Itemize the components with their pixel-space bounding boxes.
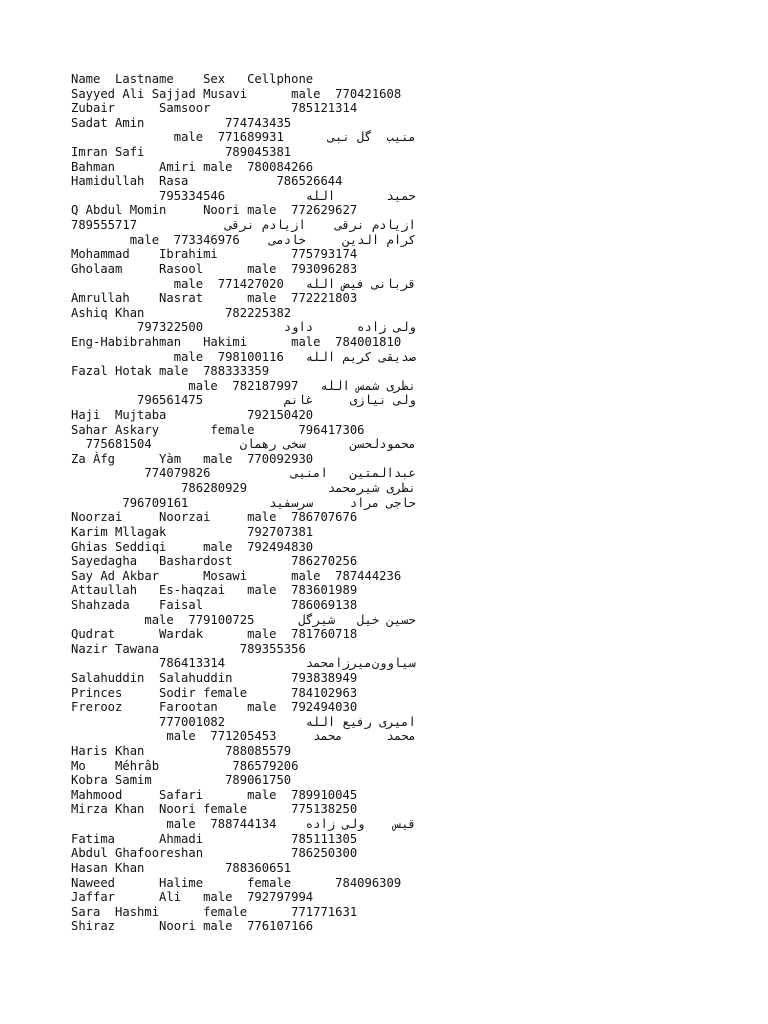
record-line: صدیقی کریم الله male 798100116 xyxy=(173,349,416,364)
record-line: Princes Sodir female 784102963 xyxy=(71,685,358,700)
record-line: Haris Khan 788085579 xyxy=(71,744,292,759)
record-line: ازیادم نرقی ازیادم نرقی 789555717 xyxy=(71,218,416,233)
record-line: Naweed Halime female 784096309 xyxy=(71,875,402,890)
record-line: قیس ولی زاده male 788744134 xyxy=(166,817,416,832)
record-line: امیری رفیع الله 777001082 xyxy=(159,714,416,729)
record-line: Q Abdul Momin Noori male 772629627 xyxy=(71,203,358,218)
record-line: Sayyed Ali Sajjad Musavi male 770421608 xyxy=(71,86,402,101)
record-line: Nazir Tawana 789355356 xyxy=(71,641,306,656)
record-line: Eng-Habibrahman Hakimi male 784001810 xyxy=(71,334,402,349)
record-line: Mo Méhrâb 786579206 xyxy=(71,758,299,773)
record-line: Qudrat Wardak male 781760718 xyxy=(71,627,358,642)
record-line: Hamidullah Rasa 786526644 xyxy=(71,174,343,189)
record-line: عبدالمتین امنیی 774079826 xyxy=(144,466,416,481)
record-line: حمید الله 795334546 xyxy=(159,188,416,203)
record-line: Sahar Askary female 796417306 xyxy=(71,422,365,437)
record-line: Zubair Samsoor 785121314 xyxy=(71,101,358,116)
record-line: Say Ad Akbar Mosawi male 787444236 xyxy=(71,568,402,583)
record-line: Ashiq Khan 782225382 xyxy=(71,305,292,320)
record-line: Noorzai Noorzai male 786707676 xyxy=(71,510,358,525)
contact-list-text xyxy=(71,72,416,934)
record-line: Karim Mllagak 792707381 xyxy=(71,524,314,539)
record-line: Fatima Ahmadi 785111305 xyxy=(71,831,358,846)
record-line: Fazal Hotak male 788333359 xyxy=(71,364,270,379)
record-line: نظری شیرمحمد 786280929 xyxy=(181,481,416,496)
record-line: Ghias Seddiqi male 792494830 xyxy=(71,539,314,554)
record-line: محمد محمد male 771205453 xyxy=(166,729,416,744)
record-line: سیاوون‌میرزامحمد 786413314 xyxy=(159,656,416,671)
record-line: Amrullah Nasrat male 772221803 xyxy=(71,291,358,306)
record-line: Haji Mujtaba 792150420 xyxy=(71,408,314,423)
record-line: ولی نیازی غانم 796561475 xyxy=(137,393,416,408)
record-line: Salahuddin Salahuddin 793838949 xyxy=(71,670,358,685)
record-line: محمودلحسن سخی رهمان 775681504 xyxy=(85,437,416,452)
record-line: Mirza Khan Noori female 775138250 xyxy=(71,802,358,817)
record-line: Hasan Khan 788360651 xyxy=(71,860,292,875)
record-line: ولی زاده داود 797322500 xyxy=(137,320,416,335)
record-line: Kobra Samim 789061750 xyxy=(71,773,292,788)
record-line: Sara Hashmi female 771771631 xyxy=(71,904,358,919)
record-line: Abdul Ghafooreshan 786250300 xyxy=(71,846,358,861)
record-line: Name Lastname Sex Cellphone xyxy=(71,72,314,86)
record-line: Shiraz Noori male 776107166 xyxy=(71,919,314,934)
record-line: Za Àfg Yàm male 770092930 xyxy=(71,451,314,466)
record-line: Bahman Amiri male 780084266 xyxy=(71,159,314,174)
record-line: منیب گل نبی male 771689931 xyxy=(173,130,416,145)
record-line: Frerooz Farootan male 792494030 xyxy=(71,700,358,715)
record-line: حسین خیل شیرگل male 779100725 xyxy=(144,612,416,627)
record-line: Mohammad Ibrahimi 775793174 xyxy=(71,247,358,262)
record-line: Mahmood Safari male 789910045 xyxy=(71,787,358,802)
record-line: Sadat Amin 774743435 xyxy=(71,115,292,130)
record-line: Shahzada Faisal 786069138 xyxy=(71,597,358,612)
record-line: Imran Safi 789045381 xyxy=(71,145,292,160)
record-line: Sayedagha Bashardost 786270256 xyxy=(71,554,358,569)
record-line: Attaullah Es-haqzai male 783601989 xyxy=(71,583,358,598)
record-line: کرام الدین خادمی male 773346976 xyxy=(129,232,416,247)
record-line: قربانی فیض الله male 771427020 xyxy=(173,276,416,291)
record-line: Jaffar Ali male 792797994 xyxy=(71,890,314,905)
record-line: حاجی مراد سرسفید 796709161 xyxy=(122,495,416,510)
record-line: نظری شمس الله male 782187997 xyxy=(188,378,416,393)
record-line: Gholaam Rasool male 793096283 xyxy=(71,261,358,276)
